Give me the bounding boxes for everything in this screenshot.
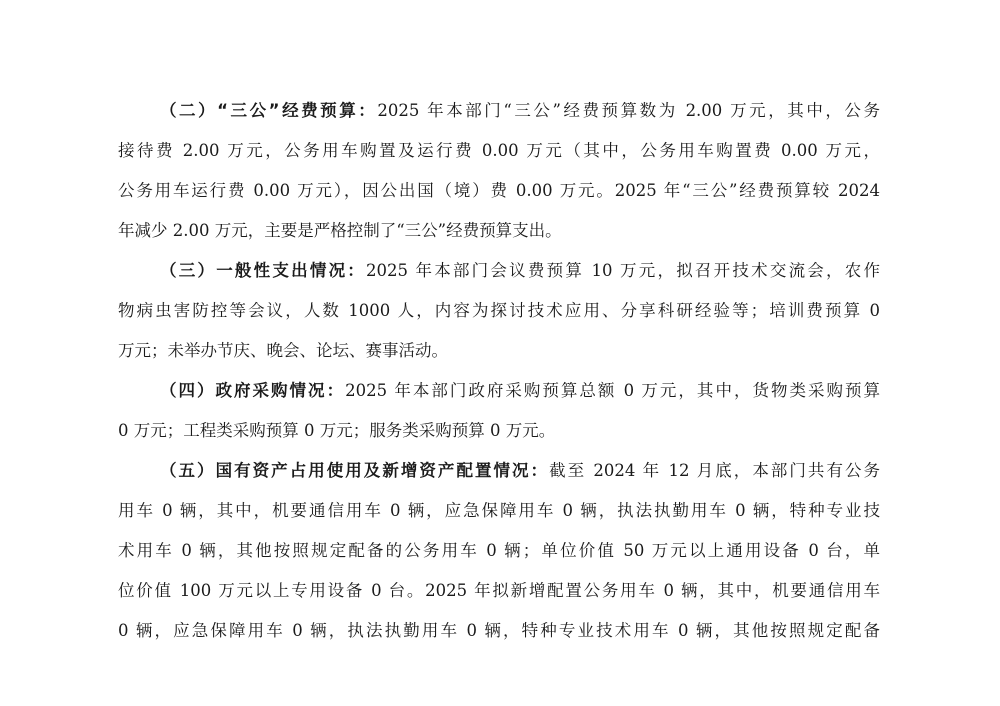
section-state-assets-text: 截至 2024 年 12 月底，本部门共有公务 [549,461,881,480]
section-san-gong-line-3: 公务用车运行费 0.00 万元），因公出国（境）费 0.00 万元。2025 年“三公”经费预算较 2024 [118,181,880,200]
section-procurement-text: 2025 年本部门政府采购预算总额 0 万元，其中，货物类采购预算 [345,381,880,400]
section-state-assets-line-4: 位价值 100 万元以上专用设备 0 台。2025 年拟新增配置公务用车 0 辆，其中，机要通信用车 [118,581,880,600]
section-san-gong-heading: （二）“三公”经费预算： [160,101,378,120]
section-san-gong-line-1 [160,91,880,131]
section-san-gong-text: 2025 年本部门“三公”经费预算数为 2.00 万元，其中，公务 [377,101,880,120]
section-general-expense-line-3: 万元；未举办节庆、晚会、论坛、赛事活动。 [118,341,448,360]
section-state-assets-line-1 [160,451,880,491]
section-procurement-line-1 [160,371,880,411]
section-state-assets-line-3: 术用车 0 辆，其他按照规定配备的公务用车 0 辆；单位价值 50 万元以上通用设备 0 台，单 [118,541,880,560]
section-state-assets-heading: （五）国有资产占用使用及新增资产配置情况： [160,461,550,480]
section-san-gong-line-2: 接待费 2.00 万元，公务用车购置及运行费 0.00 万元（其中，公务用车购置费 0.00 万元， [118,141,880,160]
section-general-expense-text: 2025 年本部门会议费预算 10 万元，拟召开技术交流会，农作 [366,261,880,280]
section-procurement-line-2: 0 万元；工程类采购预算 0 万元；服务类采购预算 0 万元。 [118,421,556,440]
section-general-expense-heading: （三）一般性支出情况： [160,261,367,280]
section-general-expense-line-2: 物病虫害防控等会议，人数 1000 人，内容为探讨技术应用、分享科研经验等；培训费预算 0 [118,301,880,320]
section-general-expense-line-1 [160,251,880,291]
section-procurement-heading: （四）政府采购情况： [160,381,346,400]
section-state-assets-line-2: 用车 0 辆，其中，机要通信用车 0 辆，应急保障用车 0 辆，执法执勤用车 0 辆，特种专业技 [118,501,880,520]
section-san-gong-line-4: 年减少 2.00 万元，主要是严格控制了“三公”经费预算支出。 [118,221,562,240]
section-state-assets-line-5: 0 辆，应急保障用车 0 辆，执法执勤用车 0 辆，特种专业技术用车 0 辆，其他按照规定配备 [118,621,880,640]
